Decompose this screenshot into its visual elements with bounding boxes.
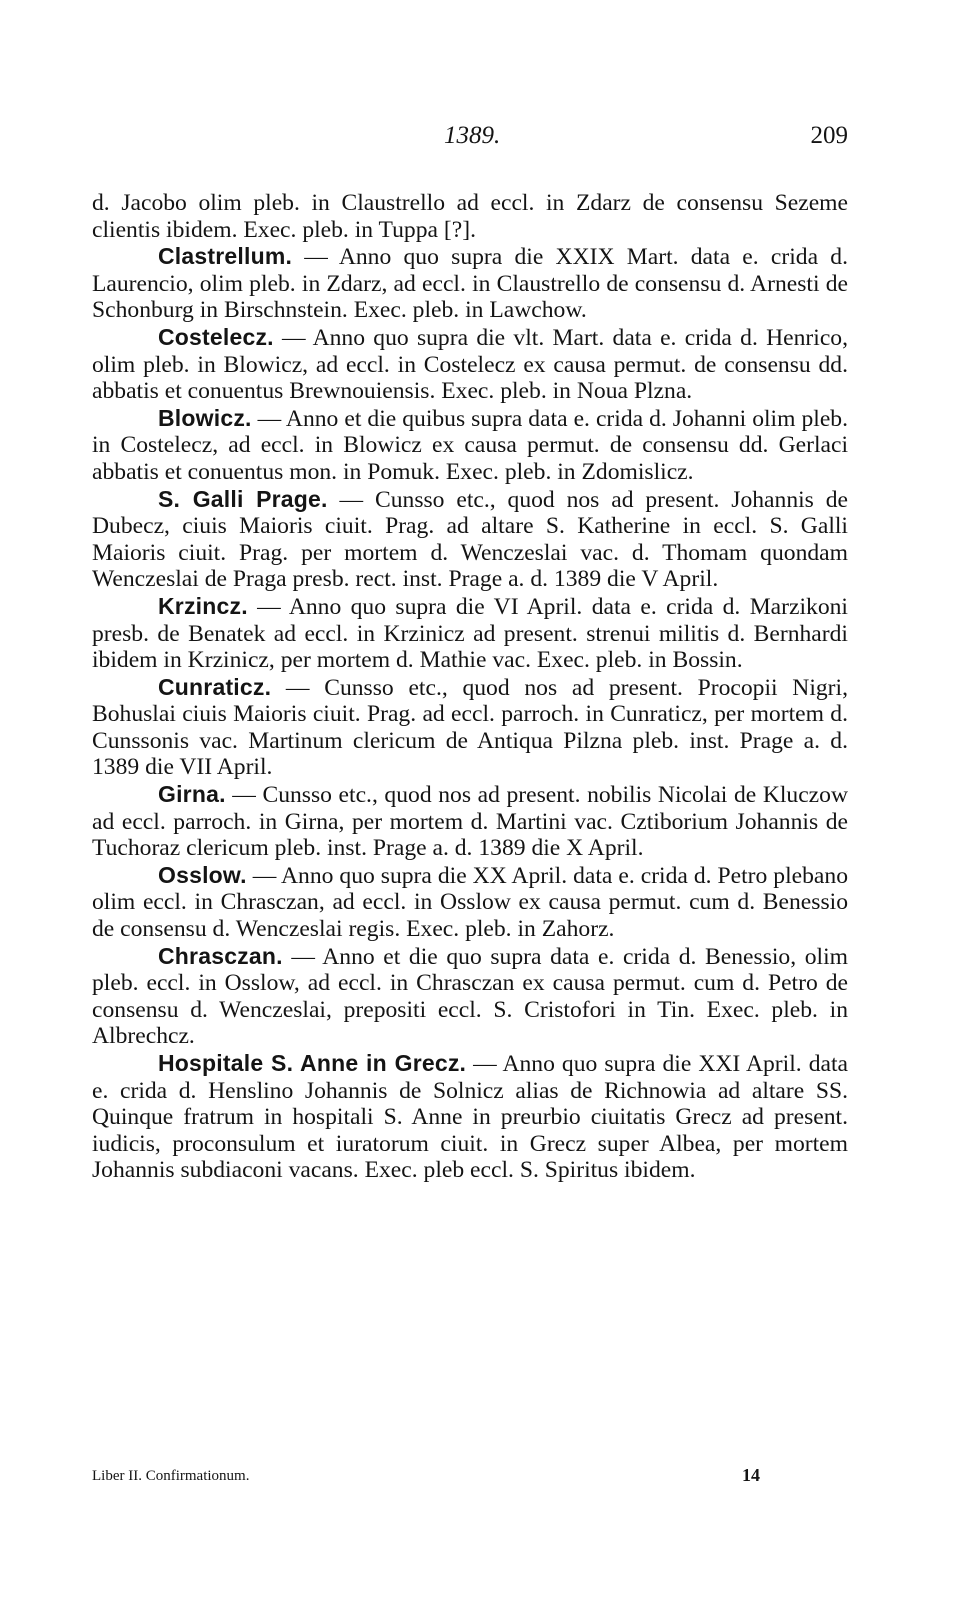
entry-s-galli-prage xyxy=(92,486,848,593)
entry-text: — Cunsso etc., quod nos ad present. nobilis Nicolai de Kluczow ad eccl. parroch. in Girna, per mortem d. Martini vac. Cztiborium Johannis de Tuchoraz clericum pleb. inst. Prage a. d. 1389 die X April. xyxy=(92,782,848,862)
entry-text: — Anno quo supra die XXI April. data e. crida d. Henslino Johannis de Solnicz alias de Richnowia ad altare SS. Quinque fratrum in hospitali S. Anne in preurbio ciuitatis Grecz ad present. iudicis, proconsulum et iuratorum ciuit. in Grecz super Albea, per mortem Johannis subdiaconi vacans. Exec. pleb eccl. S. Spiritus ibidem. xyxy=(92,1051,848,1184)
entry-heading: S. Galli Prage. xyxy=(158,485,328,512)
entry-hospitale-s-anne xyxy=(92,1050,848,1184)
entry-girna xyxy=(92,781,848,862)
entry-text: — Cunsso etc., quod nos ad present. Johannis de Dubecz, ciuis Maioris ciuit. Prag. ad altare S. Katherine in eccl. S. Galli Maioris ciuit. Prag. per mortem d. Wenczeslai vac. d. Thomam quondam Wenczeslai de Praga presb. rect. inst. Prage a. d. 1389 die V April. xyxy=(92,486,848,593)
entry-heading: Hospitale S. Anne in Grecz. xyxy=(158,1050,467,1076)
entry-chrasczan xyxy=(92,943,848,1050)
entry-heading: Cunraticz. xyxy=(158,673,272,700)
entry-text: d. Jacobo olim pleb. in Claustrello ad eccl. in Zdarz de consensu Sezeme clientis ibidem. Exec. pleb. in Tuppa [?]. xyxy=(92,190,848,243)
entry-costelecz xyxy=(92,324,848,405)
entry-blowicz xyxy=(92,405,848,486)
entry-clastrellum xyxy=(92,243,848,324)
entry-text: — Anno quo supra die XXIX Mart. data e. crida d. Laurencio, olim pleb. in Zdarz, ad eccl. in Claustrello de consensu d. Arnesti de Schonburg in Birschnstein. Exec. pleb. in Lawchow. xyxy=(92,244,848,324)
entry-heading: Osslow. xyxy=(158,861,247,888)
page-number: 209 xyxy=(810,122,848,149)
entry-heading: Chrasczan. xyxy=(158,942,283,969)
entry-text: — Anno et die quo supra data e. crida d. Benessio, olim pleb. eccl. in Osslow, ad eccl. in Chrasczan ex causa permut. cum d. Petro de consensu d. Wenczeslai, prepositi eccl. S. Cristofori in Tin. Exec. pleb. in Albrechcz. xyxy=(92,943,848,1050)
entry-continuation xyxy=(92,190,848,243)
entry-heading: Girna. xyxy=(158,781,226,808)
entry-krzincz xyxy=(92,593,848,674)
entry-heading: Costelecz. xyxy=(158,323,274,350)
entry-text: — Anno et die quibus supra data e. crida d. Johanni olim pleb. in Costelecz, ad eccl. in Blowicz ex causa permut. de consensu dd. Gerlaci abbatis et conuentus mon. in Pomuk. Exec. pleb. in Zdomislicz. xyxy=(92,405,848,485)
entry-text: — Cunsso etc., quod nos ad present. Procopii Nigri, Bohuslai ciuis Maioris ciuit. Prag. ad eccl. parroch. in Cunraticz, per mortem d. Cunssonis vac. Martinum clericum de Antiqua Pilzna pleb. inst. Prage a. d. 1389 die VII April. xyxy=(92,674,848,781)
header-year: 1389. xyxy=(444,122,501,149)
gathering-number: 14 xyxy=(742,1465,760,1485)
entry-text: — Anno quo supra die VI April. data e. crida d. Marzikoni presb. de Benatek ad eccl. in Krzinicz ad present. strenui militis d. Bernhardi ibidem in Krzinicz, per mortem d. Mathie vac. Exec. pleb. in Bossin. xyxy=(92,593,848,674)
entry-heading: Blowicz. xyxy=(158,404,252,431)
entry-text: — Anno quo supra die XX April. data e. crida d. Petro plebano olim eccl. in Chrasczan, ad eccl. in Osslow ex causa permut. cum d. Benessio de consensu d. Wenczeslai regis. Exec. pleb. in Zahorz. xyxy=(92,862,848,943)
entry-osslow xyxy=(92,862,848,943)
book-signature: Liber II. Confirmationum. xyxy=(92,1468,250,1484)
entry-heading: Clastrellum. xyxy=(158,243,293,270)
signature-line xyxy=(92,1465,848,1495)
entry-text: — Anno quo supra die vlt. Mart. data e. crida d. Henrico, olim pleb. in Blowicz, ad eccl. in Costelecz ex causa permut. de consensu dd. abbatis et conuentus Brewnouiensis. Exec. pleb. in Noua Plzna. xyxy=(92,324,848,405)
document-body xyxy=(92,190,848,1184)
entry-cunraticz xyxy=(92,674,848,781)
running-header xyxy=(92,122,848,158)
entry-heading: Krzincz. xyxy=(158,592,248,619)
